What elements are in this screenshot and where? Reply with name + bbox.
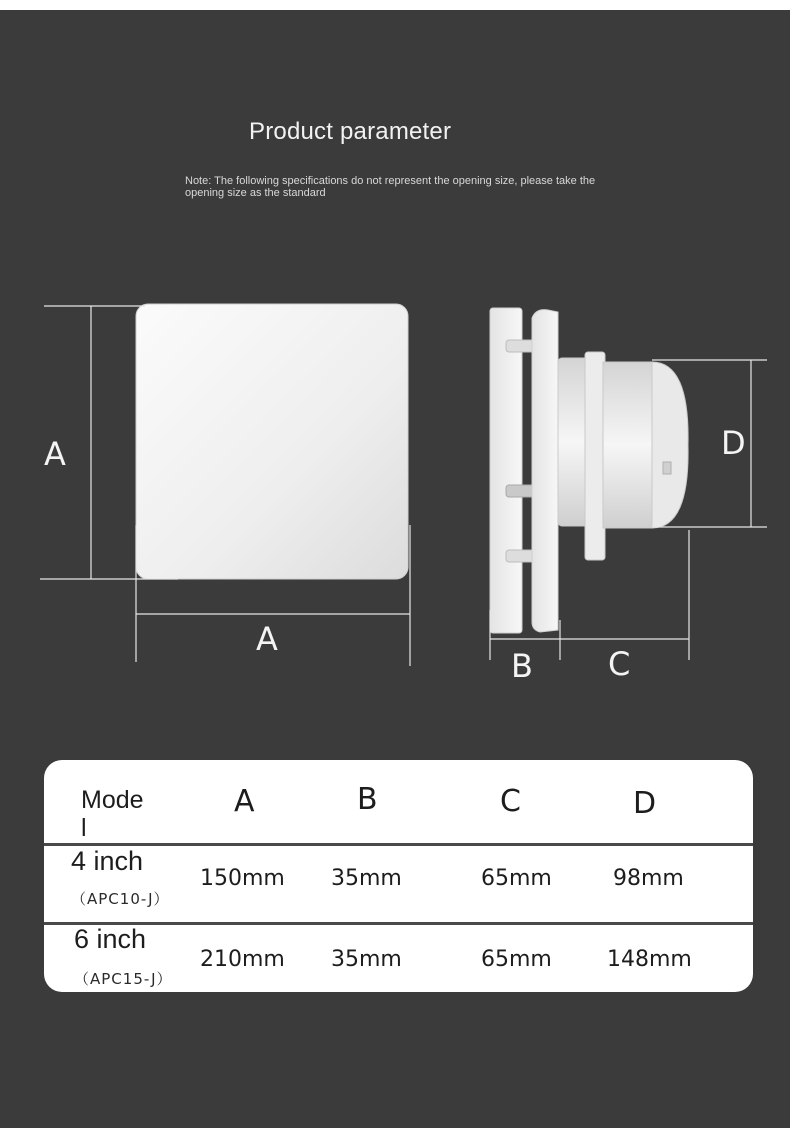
cell-a: 150mm (200, 866, 285, 891)
side-c-label: C (608, 645, 631, 683)
cell-c: 65mm (481, 947, 552, 972)
header-separator (44, 843, 753, 846)
product-parameter-page (0, 10, 790, 1128)
cell-b: 35mm (331, 947, 402, 972)
side-view-fan (490, 308, 688, 633)
front-panel (136, 304, 408, 579)
front-width-label: A (256, 620, 278, 658)
model-code: （APC15-J） (74, 970, 173, 988)
model-name: 4 inch (71, 846, 144, 876)
header-c: C (500, 784, 521, 819)
cell-a: 210mm (200, 947, 285, 972)
cell-c: 65mm (481, 866, 552, 891)
opening-size-note: Note: The following specifications do not represent the opening size, please take the opening size as the standard (185, 175, 596, 199)
spec-table (44, 760, 753, 992)
header-b: B (357, 782, 378, 817)
header-d: D (633, 786, 657, 821)
side-b-label: B (511, 647, 533, 685)
page-title: Product parameter (249, 118, 452, 145)
dimension-diagram (0, 10, 790, 730)
row-separator (44, 922, 753, 925)
side-depth-label: D (721, 424, 746, 462)
model-name: 6 inch (74, 924, 147, 954)
front-height-label: A (44, 435, 66, 473)
cell-d: 98mm (613, 866, 684, 891)
cell-b: 35mm (331, 866, 402, 891)
cell-d: 148mm (607, 947, 692, 972)
model-code: （APC10-J） (71, 890, 170, 908)
header-a: A (234, 784, 255, 819)
header-model: Mode l (81, 786, 144, 842)
